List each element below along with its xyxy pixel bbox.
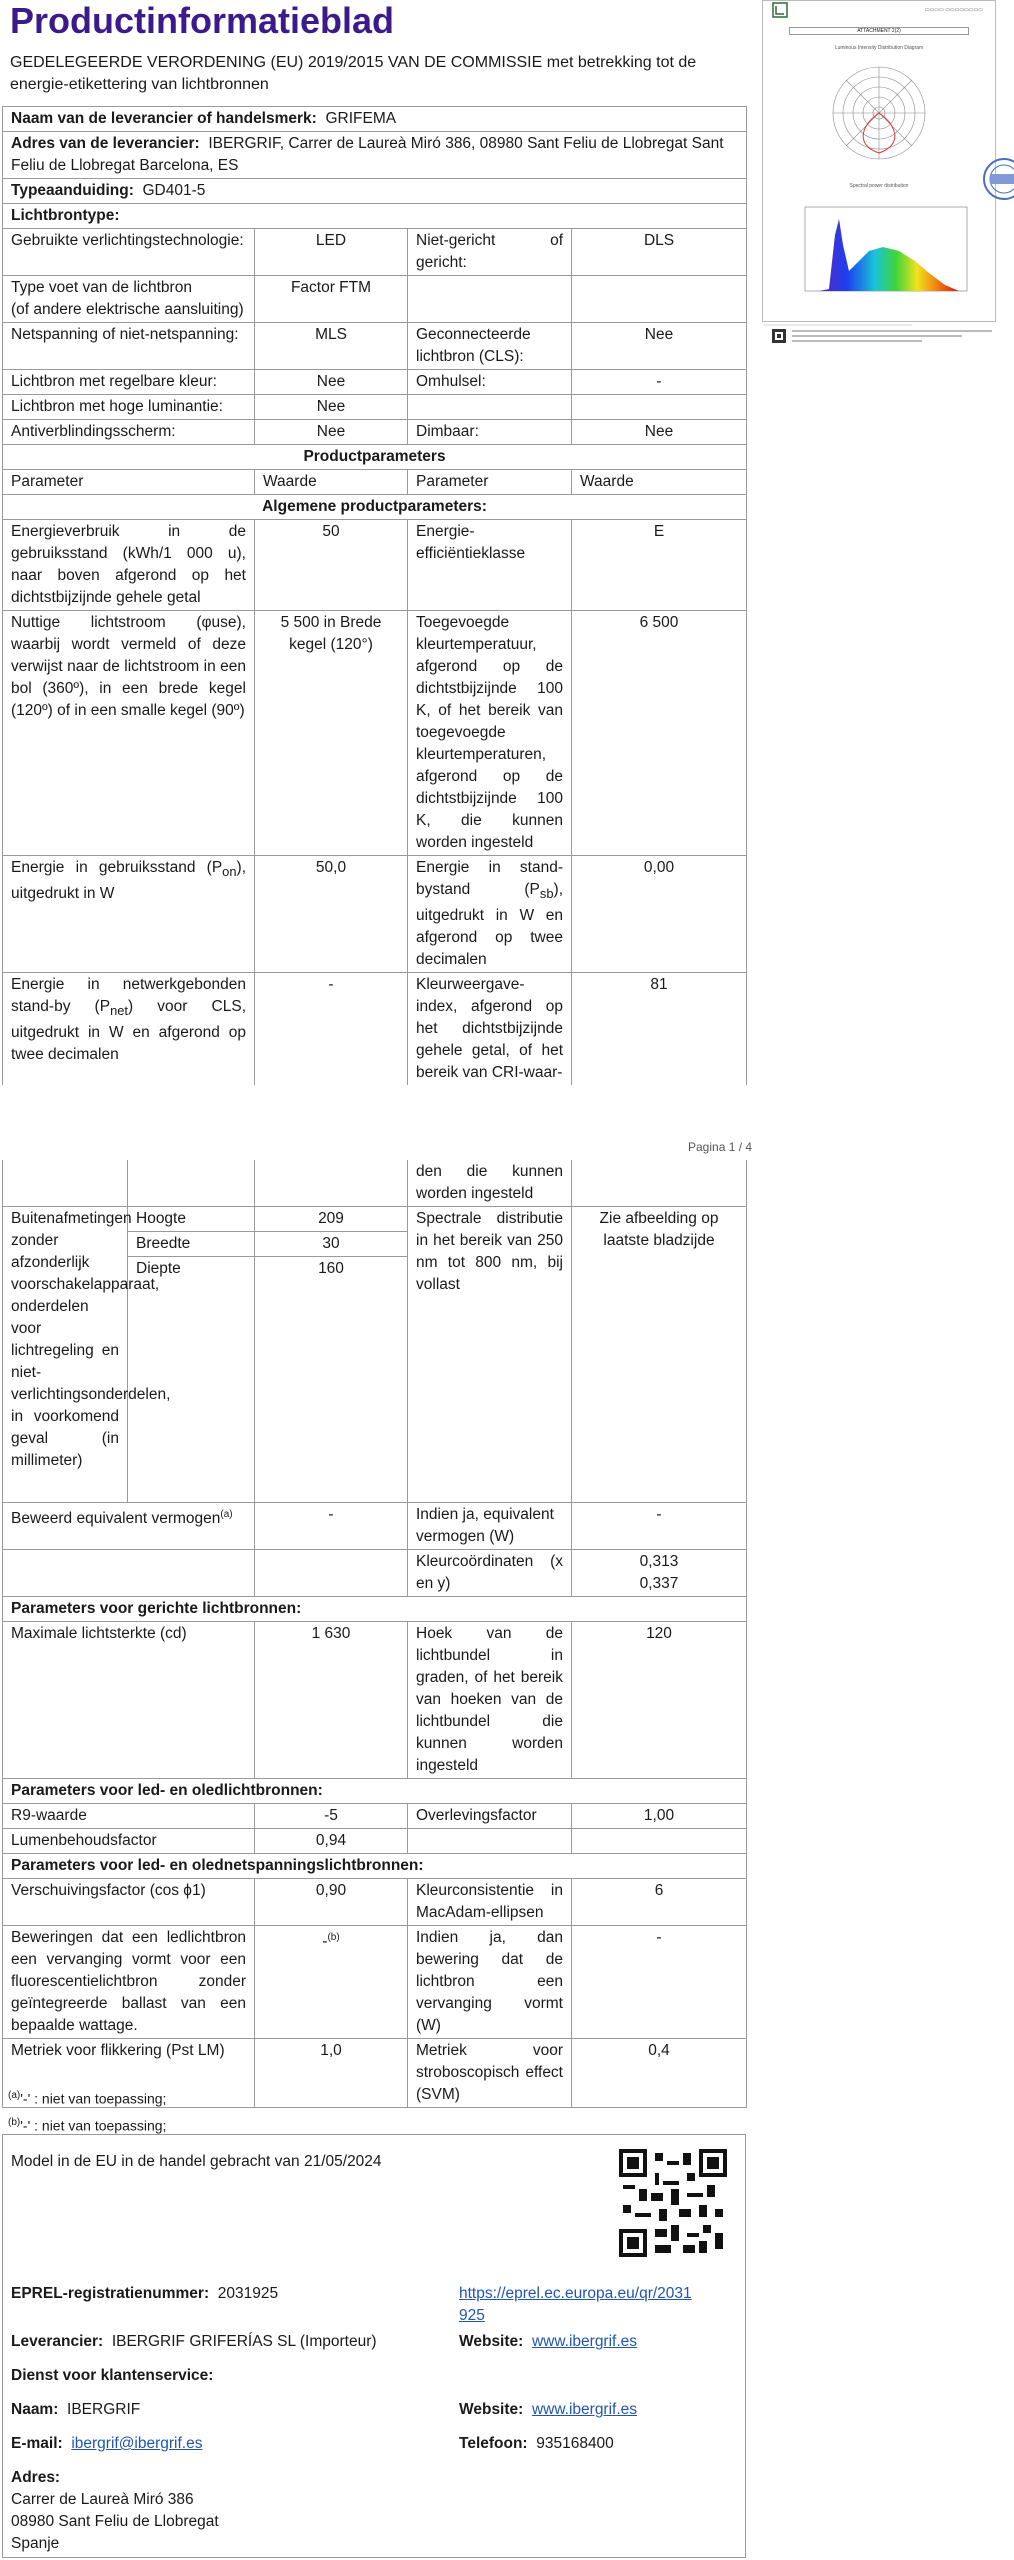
antiglare-value: Nee <box>255 420 408 445</box>
eclass-label: Energie-efficiëntieklasse <box>408 520 572 611</box>
colour-value: Nee <box>255 370 408 395</box>
flux-value: 5 500 in Brede kegel (120°) <box>255 611 408 856</box>
address-line-2: 08980 Sant Feliu de Llobregat <box>11 2513 219 2530</box>
footer-info-box <box>2 2134 746 2558</box>
equiv-w-label: Indien ja, equivalent vermogen (W) <box>408 1503 572 1550</box>
maint-label: Lumenbehoudsfactor <box>3 1829 255 1854</box>
pf-value: 0,90 <box>255 1879 408 1926</box>
cct-label: Toegevoegde kleurtemperatuur, afgerond op de dichtstbijzijnde 100 K, of het bereik van toegevoegde kleurtemperaturen, afgerond op de dichtstbijzijnde 100 K, die kunnen worden ingesteld <box>408 611 572 856</box>
pon-label: Energie in gebruiksstand $(P_{on})$, uitgedrukt in W <box>3 856 255 973</box>
psb-value: 0,00 <box>572 856 747 973</box>
spectrum-caption: Spectral power distribution <box>849 183 909 189</box>
tech-label: Gebruikte verlichtingstechnologie: <box>3 229 255 276</box>
page-number: Pagina 1 / 4 <box>688 1140 753 1154</box>
col-param-1: Parameter <box>3 470 255 495</box>
chroma-label: Kleurcoördinaten (x en y) <box>408 1550 572 1597</box>
col-value-1: Waarde <box>255 470 408 495</box>
equiv-w-value: - <box>572 1503 747 1550</box>
flicker-value: 1,0 <box>255 2039 408 2108</box>
market-date: Model in de EU in de handel gebracht van 21/05/2024 <box>11 2153 382 2170</box>
fluor-w-value: - <box>572 1926 747 2039</box>
pnet-label: Energie in netwerkgebonden stand-by $(P_{net})$ voor CLS, uitgedrukt in W en afgerond op twee decimalen <box>3 973 255 1086</box>
col-value-2: Waarde <box>572 470 747 495</box>
antiglare-label: Antiverblindingsscherm: <box>3 420 255 445</box>
cls-value: Nee <box>572 323 747 370</box>
phone-row: Telefoon: 935168400 <box>459 2435 614 2452</box>
email-link[interactable]: ibergrif@ibergrif.es <box>71 2435 203 2452</box>
address-label: Adres: <box>11 2469 61 2486</box>
report-footer-strip <box>762 322 996 348</box>
height-value: 209 <box>255 1207 408 1232</box>
footnote-a: $^{(a)}$'-' : niet van toepassing; <box>8 2090 167 2107</box>
col-param-2: Parameter <box>408 470 572 495</box>
r9-value: -5 <box>255 1804 408 1829</box>
lab-logo-icon <box>772 2 788 18</box>
r9-label: R9-waarde <box>3 1804 255 1829</box>
colour-label: Lichtbron met regelbare kleur: <box>3 370 255 395</box>
spd-value: Zie afbeelding op laatste bladzijde <box>572 1207 747 1503</box>
footnote-b: $^{(b)}$'-' : niet van toepassing; <box>8 2116 167 2134</box>
width-label: Breedte <box>128 1232 255 1257</box>
macadam-label: Kleurconsistentie in MacAdam-ellipsen <box>408 1879 572 1926</box>
maint-value: 0,94 <box>255 1829 408 1854</box>
service-name-row: Naam: IBERGRIF <box>11 2401 141 2418</box>
address-line-1: Carrer de Laureà Miró 386 <box>11 2491 194 2508</box>
regulation-subtitle: GEDELEGEERDE VERORDENING (EU) 2019/2015 VAN DE COMMISSIE met betrekking tot de energie-etikettering van lichtbronnen <box>10 54 697 93</box>
survival-value: 1,00 <box>572 1804 747 1829</box>
tech-value: LED <box>255 229 408 276</box>
chroma-value: 0,313 0,337 <box>572 1550 747 1597</box>
envelope-value: - <box>572 370 747 395</box>
beam-label: Hoek van de lichtbundel in graden, of het bereik van hoeken van de lichtbundel die kunnen worden ingesteld <box>408 1622 572 1779</box>
type-row: Typeaanduiding: GD401-5 <box>3 179 747 204</box>
dimmable-label: Dimbaar: <box>408 420 572 445</box>
macadam-value: 6 <box>572 1879 747 1926</box>
nondirect-label: Niet-gericht of gericht: <box>408 229 572 276</box>
website-row: Website: www.ibergrif.es <box>459 2333 638 2350</box>
mains-value: MLS <box>255 323 408 370</box>
pnet-value: - <box>255 973 408 1086</box>
dimmable-value: Nee <box>572 420 747 445</box>
footnotes <box>8 2084 166 2137</box>
supplier-address-row: Adres van de leverancier: IBERGRIF, Carrer de Laureà Miró 386, 08980 Sant Feliu de Llobregat Sant Feliu de Llobregat Barcelona, ES <box>3 132 747 179</box>
psb-label: Energie in stand-bystand $(P_{sb})$, uitgedrukt in W en afgerond op twee decimalen <box>408 856 572 973</box>
service-website-row: Website: www.ibergrif.es <box>459 2401 638 2418</box>
equiv-label: Beweerd equivalent vermogen$^{(a)}$ <box>3 1503 255 1550</box>
strobo-label: Metriek voor stroboscopisch effect (SVM) <box>408 2039 572 2108</box>
pf-label: Verschuivingsfactor (cos ϕ1) <box>3 1879 255 1926</box>
led-heading: Parameters voor led- en oledlichtbronnen: <box>3 1779 747 1804</box>
product-params-heading: Productparameters <box>3 445 747 470</box>
service-website-link[interactable]: www.ibergrif.es <box>531 2401 638 2418</box>
nondirect-value: DLS <box>572 229 747 276</box>
cri-value: 81 <box>572 973 747 1086</box>
polar-caption: Luminous Intensity Distribution Diagram <box>834 45 924 51</box>
fluor-w-label: Indien ja, dan bewering dat de lichtbron een vervanging vormt (W) <box>408 1926 572 2039</box>
height-label: Hoogte <box>128 1207 255 1232</box>
report-header-text: ▭▭▭▭ ▭▭▭▭▭▭▭▭ <box>924 7 983 13</box>
customer-service-heading: Dienst voor klantenservice: <box>11 2367 214 2384</box>
peak-label: Maximale lichtsterkte (cd) <box>3 1622 255 1779</box>
energy-value: 50 <box>255 520 408 611</box>
address-line-3: Spanje <box>11 2535 60 2552</box>
depth-value: 160 <box>255 1257 408 1503</box>
cri-label-part1: Kleurweergave-index, afgerond op het dichtstbijzijnde gehele getal, of het bereik van CRI-waar- <box>408 973 572 1086</box>
mains-label: Netspanning of niet-netspanning: <box>3 323 255 370</box>
eprel-link-container <box>459 2283 699 2327</box>
cri-label-part2: den die kunnen worden ingesteld <box>408 1160 572 1207</box>
website-link[interactable]: www.ibergrif.es <box>531 2333 638 2350</box>
cap-label: Type voet van de lichtbron (of andere elektrische aansluiting) <box>3 276 255 323</box>
highlum-value: Nee <box>255 395 408 420</box>
spec-table-page2 <box>2 1160 747 2108</box>
strobo-value: 0,4 <box>572 2039 747 2108</box>
fluor-label: Beweringen dat een ledlichtbron een vervanging vormt voor een fluorescentielichtbron zonder geïntegreerde ballast van een bepaalde wattage. <box>3 1926 255 2039</box>
spd-label: Spectrale distributie in het bereik van 250 nm tot 800 nm, bij vollast <box>408 1207 572 1503</box>
report-attachment-label: ATTACHMENT 2(2) <box>789 27 969 35</box>
directional-heading: Parameters voor gerichte lichtbronnen: <box>3 1597 747 1622</box>
beam-value: 120 <box>572 1622 747 1779</box>
spectrum-chart <box>799 205 971 301</box>
cct-value: 6 500 <box>572 611 747 856</box>
flicker-label: Metriek voor flikkering (Pst LM) <box>3 2039 255 2108</box>
envelope-label: Omhulsel: <box>408 370 572 395</box>
depth-label: Diepte <box>128 1257 255 1503</box>
test-report-thumbnail <box>762 0 996 322</box>
fluor-value: -$^{(b)}$ <box>255 1926 408 2039</box>
peak-value: 1 630 <box>255 1622 408 1779</box>
general-params-heading: Algemene productparameters: <box>3 495 747 520</box>
equiv-value: - <box>255 1503 408 1550</box>
cls-label: Geconnecteerde lichtbron (CLS): <box>408 323 572 370</box>
dims-label: Buitenafmetingen zonder afzonderlijk voorschakelapparaat, onderdelen voor lichtregeling en niet-verlichtingsonderdelen, in voorkomend geval (in millimeter) <box>3 1207 128 1503</box>
pon-value: 50,0 <box>255 856 408 973</box>
eclass-value: E <box>572 520 747 611</box>
supplier-row: Leverancier: IBERGRIF GRIFERÍAS SL (Importeur) <box>11 2333 377 2350</box>
polar-diagram <box>831 65 927 161</box>
page-title: Productinformatieblad <box>10 0 395 41</box>
highlum-label: Lichtbron met hoge luminantie: <box>3 395 255 420</box>
certification-seal-icon <box>976 156 1014 202</box>
eprel-row: EPREL-registratienummer: 2031925 <box>11 2285 279 2302</box>
supplier-name-row: Naam van de leverancier of handelsmerk: GRIFEMA <box>3 107 747 132</box>
qr-code-icon[interactable] <box>619 2149 727 2257</box>
width-value: 30 <box>255 1232 408 1257</box>
energy-label: Energieverbruik in de gebruiksstand (kWh/1 000 u), naar boven afgerond op het dichtstbijzijnde gehele getal <box>3 520 255 611</box>
lightsource-type-heading: Lichtbrontype: <box>3 204 747 229</box>
mains-led-heading: Parameters voor led- en olednetspanningslichtbronnen: <box>3 1854 747 1879</box>
flux-label: Nuttige lichtstroom (φuse), waarbij wordt vermeld of deze verwijst naar de lichtstroom in een bol (360º), in een brede kegel (120º) of in een smalle kegel (90º) <box>3 611 255 856</box>
eprel-link[interactable]: https://eprel.ec.europa.eu/qr/2031925 <box>459 2285 692 2324</box>
survival-label: Overlevingsfactor <box>408 1804 572 1829</box>
cap-value: Factor FTM <box>255 276 408 323</box>
email-row: E-mail: ibergrif@ibergrif.es <box>11 2435 203 2452</box>
spec-table-page1 <box>2 106 747 1085</box>
